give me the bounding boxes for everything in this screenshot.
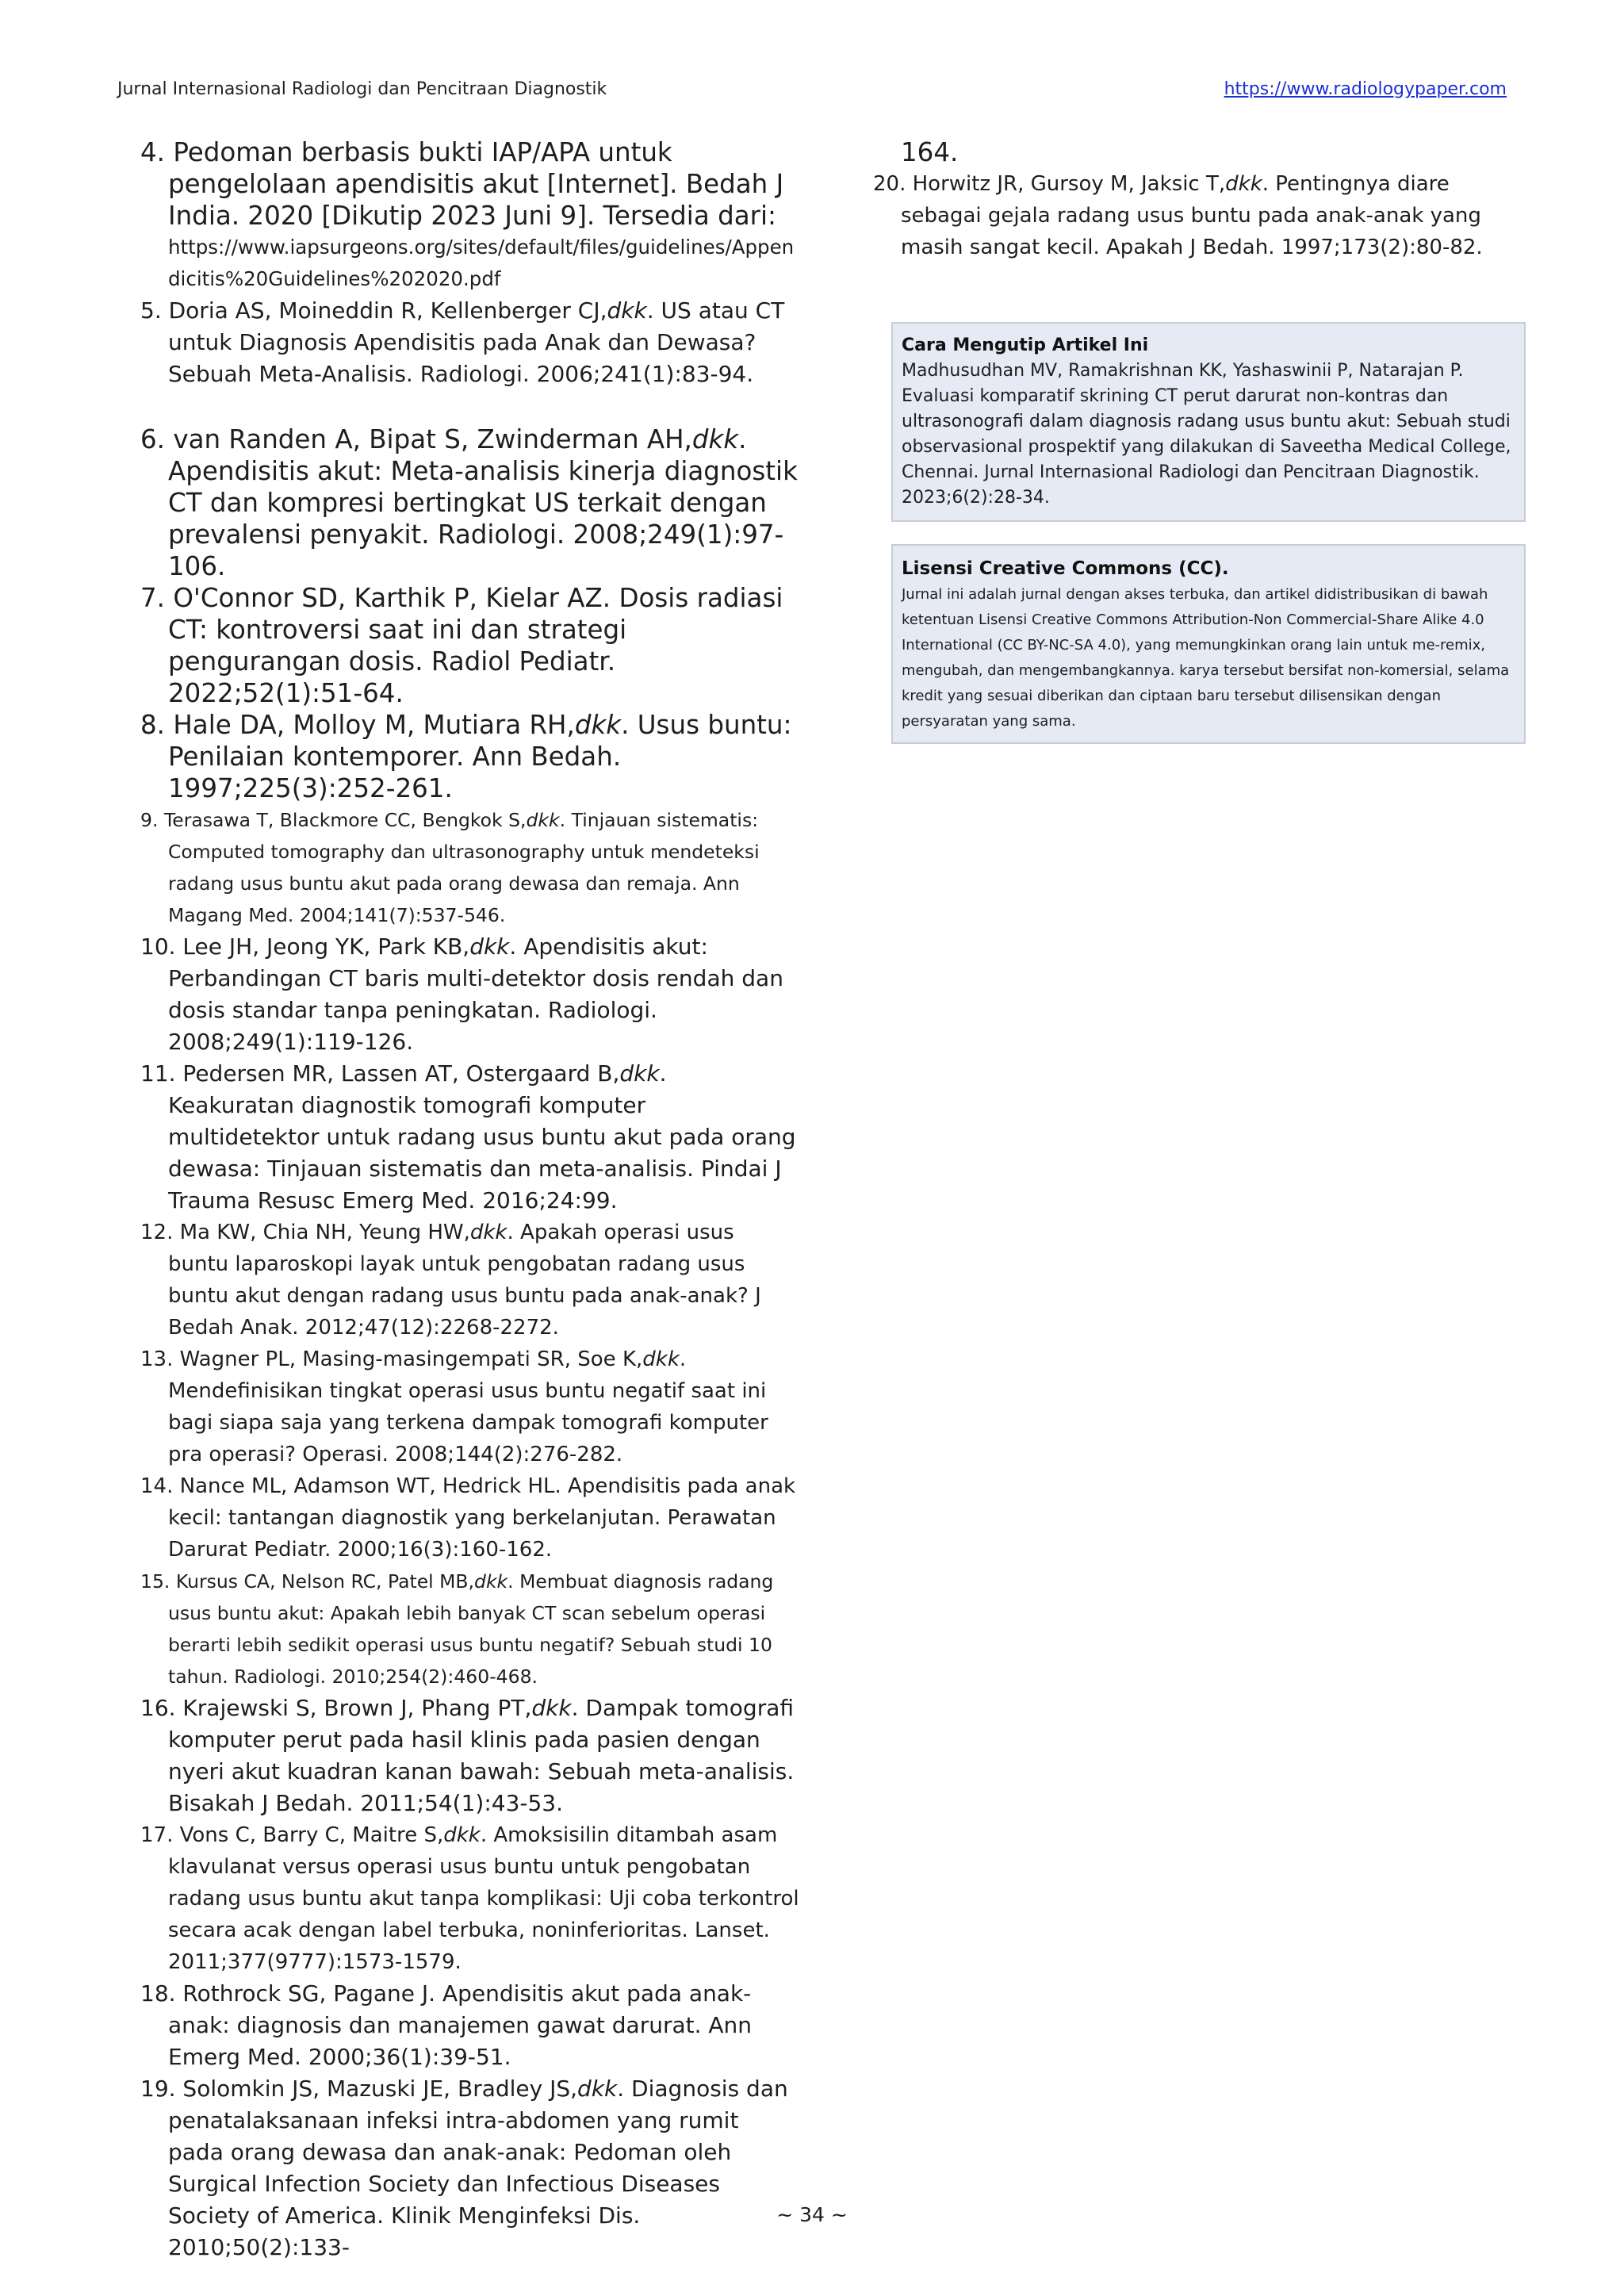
reference-4: 4. Pedoman berbasis bukti IAP/APA untuk pengelolaan apendisitis akut [Internet]. Bedah J India. 2020 [Dikutip 2023 Juni 9]. Tersedia dari: https://www.iapsurgeons.org/sites/default/files/guidelines/Appendicitis%20Guidelines%202020.pdf [117, 136, 799, 295]
reference-6: 6. van Randen A, Bipat S, Zwinderman AH,dkk. Apendisitis akut: Meta-analisis kinerja diagnostik CT dan kompresi bertingkat US terkait dengan prevalensi penyakit. Radiologi. 2008;249(1):97-106. [140, 424, 798, 581]
reference-16: 16. Krajewski S, Brown J, Phang PT,dkk. Dampak tomografi komputer perut pada hasil klinis pada pasien dengan nyeri akut kuadran kanan bawah: Sebuah meta-analisis. Bisakah J Bedah. 2011;54(1):43-53. [140, 1695, 795, 1816]
reference-11: 11. Pedersen MR, Lassen AT, Ostergaard B,dkk. Keakuratan diagnostik tomografi komputer multidetektor untuk radang usus buntu akut pada orang dewasa: Tinjauan sistematis dan meta-analisis. Pindai J Trauma Resusc Emerg Med. 2016;24:99. [140, 1060, 796, 1213]
license-box-text: Jurnal ini adalah jurnal dengan akses terbuka, dan artikel didistribusikan di bawah ketentuan Lisensi Creative Commons Attribution-Non Commercial-Share Alike 4.0 International (CC BY-NC-SA 4.0), yang memungkinkan orang lain untuk me-remix, mengubah, dan mengembangkannya. karya tersebut bersifat non-komersial, selama kredit yang sesuai diberikan dan ciptaan baru tersebut dilisensikan dengan persyaratan yang sama. [902, 586, 1510, 730]
page-number: ~ 34 ~ [776, 2203, 848, 2226]
reference-8: 8. Hale DA, Molloy M, Mutiara RH,dkk. Usus buntu: Penilaian kontemporer. Ann Bedah. 1997;225(3):252-261. [140, 710, 792, 803]
reference-14: 14. Nance ML, Adamson WT, Hedrick HL. Apendisitis pada anak kecil: tantangan diagnostik yang berkelanjutan. Perawatan Darurat Pediatr. 2000;16(3):160-162. [140, 1474, 796, 1562]
reference-15: 15. Kursus CA, Nelson RC, Patel MB,dkk. Membuat diagnosis radang usus buntu akut: Apakah lebih banyak CT scan sebelum operasi berarti lebih sedikit operasi usus buntu negatif? Sebuah studi 10 tahun. Radiologi. 2010;254(2):460-468. [140, 1570, 774, 1688]
reference-4-url[interactable]: https://www.iapsurgeons.org/sites/default/files/guidelines/Appendicitis%20Guidelines%202020.pdf [168, 236, 795, 290]
journal-url-link[interactable]: https://www.radiologypaper.com [1224, 79, 1507, 99]
reference-9: 9. Terasawa T, Blackmore CC, Bengkok S,dkk. Tinjauan sistematis: Computed tomography dan ultrasonography untuk mendeteksi radang usus buntu akut pada orang dewasa dan remaja. Ann Magang Med. 2004;141(7):537-546. [140, 809, 760, 926]
spacer [117, 390, 799, 424]
reference-5: 5. Doria AS, Moineddin R, Kellenberger CJ,dkk. US atau CT untuk Diagnosis Apendisitis pada Anak dan Dewasa? Sebuah Meta-Analisis. Radiologi. 2006;241(1):83-94. [140, 297, 785, 387]
reference-13: 13. Wagner PL, Masing-masingempati SR, Soe K,dkk. Mendefinisikan tingkat operasi usus buntu negatif saat ini bagi siapa saja yang terkena dampak tomografi komputer pra operasi? Operasi. 2008;144(2):276-282. [140, 1347, 768, 1466]
reference-19-continued: 164. [901, 137, 959, 167]
reference-18: 18. Rothrock SG, Pagane J. Apendisitis akut pada anak-anak: diagnosis dan manajemen gawat darurat. Ann Emerg Med. 2000;36(1):39-51. [140, 1980, 753, 2070]
license-box-title: Lisensi Creative Commons (CC). [902, 558, 1229, 579]
reference-12: 12. Ma KW, Chia NH, Yeung HW,dkk. Apakah operasi usus buntu laparoskopi layak untuk pengobatan radang usus buntu akut dengan radang usus buntu pada anak-anak? J Bedah Anak. 2012;47(12):2268-2272. [140, 1221, 761, 1340]
reference-20: 20. Horwitz JR, Gursoy M, Jaksic T,dkk. Pentingnya diare sebagai gejala radang usus buntu pada anak-anak yang masih sangat kecil. Apakah J Bedah. 1997;173(2):80-82. [873, 172, 1483, 259]
cite-box-text: Madhusudhan MV, Ramakrishnan KK, Yashaswinii P, Natarajan P. Evaluasi komparatif skrining CT perut darurat non-kontras dan ultrasonografi dalam diagnosis radang usus buntu akut: Sebuah studi observasional prospektif yang dilakukan di Saveetha Medical College, Chennai. Jurnal Internasional Radiologi dan Pencitraan Diagnostik. 2023;6(2):28-34. [902, 361, 1511, 508]
license-box [891, 544, 1526, 744]
reference-17: 17. Vons C, Barry C, Maitre S,dkk. Amoksisilin ditambah asam klavulanat versus operasi usus buntu untuk pengobatan radang usus buntu akut tanpa komplikasi: Uji coba terkontrol secara acak dengan label terbuka, noninferioritas. Lanset. 2011;377(9777):1573-1579. [140, 1823, 799, 1974]
cite-box-title: Cara Mengutip Artikel Ini [902, 335, 1149, 355]
references-right-column [850, 136, 1532, 263]
journal-title: Jurnal Internasional Radiologi dan Pencitraan Diagnostik [117, 79, 607, 99]
reference-7: 7. O'Connor SD, Karthik P, Kielar AZ. Dosis radiasi CT: kontroversi saat ini dan strategi pengurangan dosis. Radiol Pediatr. 2022;52(1):51-64. [140, 583, 783, 708]
cite-article-box [891, 322, 1526, 522]
reference-10: 10. Lee JH, Jeong YK, Park KB,dkk. Apendisitis akut: Perbandingan CT baris multi-detektor dosis rendah dan dosis standar tanpa peningkatan. Radiologi. 2008;249(1):119-126. [140, 933, 783, 1055]
references-left-column [117, 136, 799, 2263]
reference-19: 19. Solomkin JS, Mazuski JE, Bradley JS,dkk. Diagnosis dan penatalaksanaan infeksi intra-abdomen yang rumit pada orang dewasa dan anak-anak: Pedoman oleh Surgical Infection Society dan Infectious Diseases Society of America. Klinik Menginfeksi Dis. 2010;50(2):133- [140, 2076, 788, 2260]
